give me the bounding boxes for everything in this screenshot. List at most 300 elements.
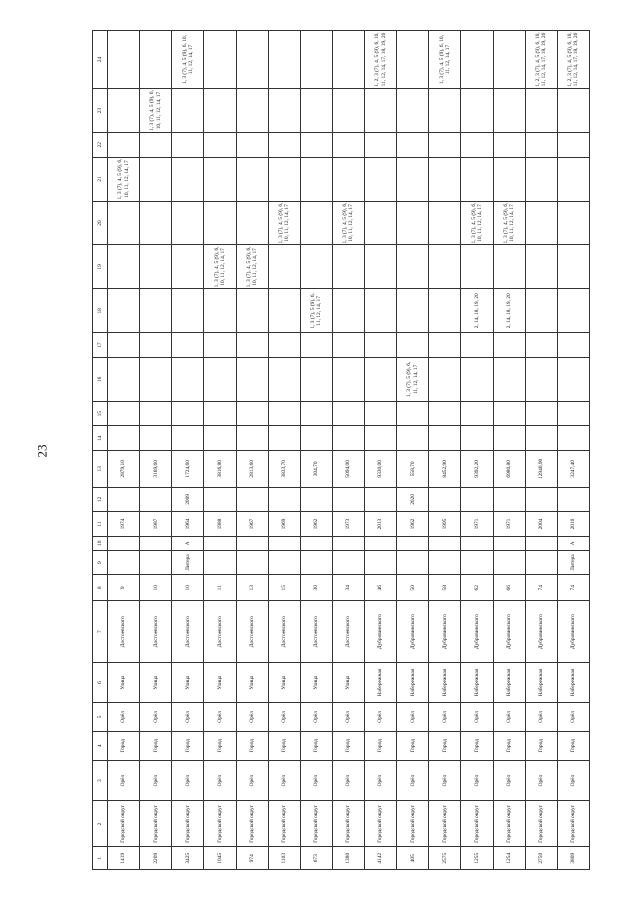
table-cell [429,289,461,333]
table-cell: 2009 [172,487,204,512]
table-cell [493,550,525,575]
table-row [268,31,300,870]
table-cell: Достоевского [140,601,172,663]
table-cell: Дубровинского [429,601,461,663]
table-cell [332,245,364,289]
table-cell [268,333,300,358]
table-cell [493,132,525,157]
table-cell: Городской округ [268,801,300,847]
column-header: 24 [93,31,108,89]
table-cell: Набережная [397,663,429,703]
table-row [140,31,172,870]
table-cell [204,550,236,575]
table-cell [461,401,493,426]
table-cell [557,245,589,289]
table-row [493,31,525,870]
table-cell [108,132,140,157]
table-cell: Дубровинского [493,601,525,663]
column-header: 22 [93,132,108,157]
table-cell: 1380 [332,847,364,870]
column-header: 9 [93,550,108,575]
table-cell: Орёл [204,760,236,801]
table-cell [365,550,397,575]
table-cell [140,201,172,245]
table-cell [525,245,557,289]
table-cell: 974 [236,847,268,870]
table-cell: 3169,60 [140,451,172,487]
table-cell: Орёл [461,702,493,731]
table-cell [108,89,140,133]
table-cell: Орёл [300,760,332,801]
table-cell: Орёл [429,702,461,731]
table-cell [461,89,493,133]
table-cell [332,289,364,333]
table-cell [268,426,300,451]
table-cell [332,487,364,512]
table-cell: 558,70 [397,451,429,487]
table-cell: 9392,20 [461,451,493,487]
table-cell [236,157,268,201]
table-cell: Орёл [397,760,429,801]
table-cell [236,89,268,133]
table-cell: Достоевского [268,601,300,663]
table-cell [140,132,172,157]
table-row [365,31,397,870]
table-cell: Орёл [461,760,493,801]
table-cell [429,550,461,575]
table-cell [300,132,332,157]
table-cell: 1, 3 (7), 4, 5 (9), 6, 10, 11, 12, 14, 17 [332,201,364,245]
table-cell [525,426,557,451]
table-cell: 1254 [493,847,525,870]
table-cell: Орёл [365,760,397,801]
table-cell: Орёл [172,702,204,731]
table-cell: 2010 [557,512,589,537]
table-cell [557,333,589,358]
table-cell: Орёл [365,702,397,731]
table-cell [493,401,525,426]
table-cell [172,201,204,245]
table-cell: 15 [268,575,300,601]
table-cell [236,333,268,358]
table-cell [332,426,364,451]
table-cell [300,536,332,550]
table-cell [236,550,268,575]
table-cell: 1, 3 (7), 4, 5 (9), 6, 10, 11, 12, 14, 17 [429,31,461,89]
table-cell: 1419 [108,847,140,870]
table-cell: Городской округ [108,801,140,847]
table-cell: 2, 14, 18, 19, 20 [493,289,525,333]
table-cell [493,245,525,289]
table-cell: Орёл [493,760,525,801]
table-cell: Город [397,731,429,760]
table-cell: Городской округ [204,801,236,847]
table-cell [365,289,397,333]
table-cell [108,333,140,358]
table-row [108,31,140,870]
table-cell [332,550,364,575]
column-header: 21 [93,157,108,201]
table-cell: Дубровинского [557,601,589,663]
table-cell [204,487,236,512]
table-cell [525,550,557,575]
table-cell [429,333,461,358]
table-cell: Орёл [268,702,300,731]
table-cell [525,157,557,201]
table-cell [172,245,204,289]
table-cell: Городской округ [557,801,589,847]
table-cell: 2813,60 [236,451,268,487]
table-cell: Орёл [429,760,461,801]
table-cell: 1971 [493,512,525,537]
table-cell [140,487,172,512]
table-cell: 2020 [397,487,429,512]
table-cell [204,201,236,245]
table-cell [461,245,493,289]
table-cell: 3833,70 [268,451,300,487]
table-cell: 9330,00 [365,451,397,487]
table-cell [300,357,332,401]
table-cell [108,289,140,333]
table-cell [557,487,589,512]
table-cell: Орёл [332,760,364,801]
table-cell: Орёл [525,760,557,801]
column-header: 8 [93,575,108,601]
table-cell [525,89,557,133]
table-cell [557,157,589,201]
table-cell: 10 [172,575,204,601]
table-cell: 304,70 [300,451,332,487]
table-cell [332,31,364,89]
table-cell: 1255 [461,847,493,870]
table-cell: 1962 [300,512,332,537]
table-cell [172,157,204,201]
table-row [172,31,204,870]
table-cell: 1, 3 (7), 5 (9), 6, 11, 12, 14, 17 [397,357,429,401]
table-cell: 1, 2, 3 (7), 4, 5 (9), 6, 10, 11, 12, 14, 17, 18, 19, 20 [557,31,589,89]
table-cell [204,357,236,401]
table-cell: Орёл [332,702,364,731]
table-cell [461,550,493,575]
table-cell [268,536,300,550]
table-cell [108,31,140,89]
table-cell: Городской округ [429,801,461,847]
table-cell: 5094,00 [332,451,364,487]
table-cell: Набережная [461,663,493,703]
table-cell: Городской округ [397,801,429,847]
table-cell: Городской округ [300,801,332,847]
table-cell: Городской округ [172,801,204,847]
column-header: 5 [93,702,108,731]
table-cell [429,487,461,512]
table-cell [397,201,429,245]
table-cell [300,550,332,575]
table-cell [236,536,268,550]
table-cell: 66 [493,575,525,601]
table-cell: Орёл [557,760,589,801]
table-cell: 1, 3 (7), 4, 5 (9), 6, 10, 11, 12, 14, 17 [461,201,493,245]
table-cell [493,157,525,201]
table-cell [236,132,268,157]
table-cell [268,357,300,401]
table-cell [204,89,236,133]
table-cell [429,426,461,451]
table-cell: 1973 [332,512,364,537]
table-cell [557,89,589,133]
table-cell [268,289,300,333]
column-header: 17 [93,333,108,358]
table-cell: 2013 [365,512,397,537]
table-cell [236,289,268,333]
table-cell [493,536,525,550]
table-cell: Улица [300,663,332,703]
table-cell: 50 [397,575,429,601]
table-cell: А [557,536,589,550]
table-cell [397,89,429,133]
table-cell: Достоевского [204,601,236,663]
table-cell [204,426,236,451]
table-cell: 1974 [108,512,140,537]
table-cell [365,245,397,289]
table-cell [397,31,429,89]
table-cell: 3425 [172,847,204,870]
table-cell: Орёл [140,702,172,731]
table-cell: Город [108,731,140,760]
table-cell [332,357,364,401]
table-cell [461,536,493,550]
table-cell [429,245,461,289]
table-cell [557,401,589,426]
table-cell [461,426,493,451]
table-cell: 405 [397,847,429,870]
table-cell [268,487,300,512]
table-cell [300,89,332,133]
table-cell: Город [236,731,268,760]
column-header: 16 [93,357,108,401]
table-cell: Орёл [108,760,140,801]
table-cell [204,289,236,333]
table-cell: 11 [204,575,236,601]
table-cell: 2879,10 [108,451,140,487]
table-cell: 1995 [429,512,461,537]
table-cell [397,536,429,550]
table-cell [268,245,300,289]
rotated-table-wrapper [92,30,590,870]
table-cell: 46 [365,575,397,601]
table-cell: 1987 [140,512,172,537]
table-cell: Дубровинского [525,601,557,663]
table-cell: Город [557,731,589,760]
table-cell: 1, 3 (7), 4, 5 (9), 6, 10, 11, 12, 14, 17 [172,31,204,89]
column-header: 6 [93,663,108,703]
table-cell [332,132,364,157]
table-cell [236,31,268,89]
table-cell: 1, 3 (7), 4, 5 (9), 6, 10, 11, 12, 14, 17 [108,157,140,201]
table-cell [300,157,332,201]
table-cell [493,89,525,133]
table-cell [108,357,140,401]
table-cell [108,550,140,575]
table-cell [108,487,140,512]
table-cell [172,333,204,358]
table-cell: Городской округ [236,801,268,847]
table-cell: 1, 2, 3 (7), 4, 5 (9), 6, 10, 11, 12, 14, 17, 18, 19, 20 [365,31,397,89]
table-cell: Литера [557,550,589,575]
table-cell: Город [461,731,493,760]
table-cell: 1962 [397,512,429,537]
table-cell: Дубровинского [461,601,493,663]
table-cell [557,426,589,451]
table-cell [429,157,461,201]
table-cell [268,89,300,133]
table-cell [397,401,429,426]
table-cell [108,426,140,451]
table-cell [332,89,364,133]
column-header: 14 [93,426,108,451]
table-cell [429,132,461,157]
table-cell [365,201,397,245]
table-cell: 8452,90 [429,451,461,487]
table-cell [140,401,172,426]
housing-register-table [92,30,590,870]
table-cell [204,401,236,426]
table-cell: 34 [332,575,364,601]
table-cell [365,89,397,133]
column-header: 18 [93,289,108,333]
table-cell: Городской округ [332,801,364,847]
table-cell [461,157,493,201]
table-cell: Набережная [429,663,461,703]
table-cell [365,487,397,512]
column-header: 20 [93,201,108,245]
table-cell [268,132,300,157]
table-cell: 1, 3 (7), 4, 5 (9), 6, 10, 11, 12, 14, 17 [493,201,525,245]
table-cell: Орёл [397,702,429,731]
table-row [429,31,461,870]
column-header: 15 [93,401,108,426]
table-cell: Городской округ [365,801,397,847]
table-row [525,31,557,870]
table-cell [429,201,461,245]
table-cell: 12940,90 [525,451,557,487]
table-row [332,31,364,870]
table-cell: 2209 [140,847,172,870]
table-cell: Орёл [140,760,172,801]
table-cell [268,157,300,201]
table-cell: Городской округ [525,801,557,847]
table-cell: Достоевского [332,601,364,663]
table-cell: Улица [236,663,268,703]
table-cell: 58 [429,575,461,601]
table-cell [557,201,589,245]
table-cell: Город [493,731,525,760]
table-cell [397,157,429,201]
table-cell [429,401,461,426]
table-row [236,31,268,870]
column-header: 23 [93,89,108,133]
table-cell [429,357,461,401]
table-cell [172,89,204,133]
table-cell [493,357,525,401]
table-cell: Улица [140,663,172,703]
table-cell: 1, 3 (7), 5 (9), 6, 11, 12, 14, 17 [300,289,332,333]
table-cell: 1, 3 (7), 4, 5 (9), 6, 10, 11, 12, 14, 17 [236,245,268,289]
table-cell: 1, 3 (7), 4, 5 (9), 6, 10, 11, 12, 14, 17 [204,245,236,289]
table-cell: 1964 [172,512,204,537]
table-cell: Город [268,731,300,760]
table-row [204,31,236,870]
table-cell [365,157,397,201]
table-cell [332,536,364,550]
table-cell [557,289,589,333]
table-cell [140,31,172,89]
table-cell: Набережная [525,663,557,703]
table-cell: 3816,80 [204,451,236,487]
table-cell: 2575 [429,847,461,870]
table-cell: 1988 [204,512,236,537]
table-cell [557,132,589,157]
column-header: 13 [93,451,108,487]
table-cell: 74 [557,575,589,601]
table-cell [268,31,300,89]
table-cell [300,245,332,289]
table-cell: Набережная [557,663,589,703]
table-cell [236,426,268,451]
table-cell: 2750 [525,847,557,870]
table-cell [493,426,525,451]
table-cell: Орёл [108,702,140,731]
table-cell: Город [204,731,236,760]
table-cell [300,487,332,512]
table-cell [493,31,525,89]
table-row [300,31,332,870]
table-cell [397,245,429,289]
table-cell [300,31,332,89]
table-cell [204,31,236,89]
table-cell [365,333,397,358]
table-cell: Орёл [268,760,300,801]
table-cell [172,357,204,401]
table-cell: Город [429,731,461,760]
column-header: 7 [93,601,108,663]
table-cell: Дубровинского [365,601,397,663]
column-header: 3 [93,760,108,801]
table-cell [236,487,268,512]
table-cell [172,401,204,426]
table-cell [204,333,236,358]
table-cell: Орёл [525,702,557,731]
table-body [108,31,590,870]
table-cell [108,536,140,550]
table-cell [365,426,397,451]
table-cell [300,201,332,245]
table-cell [236,357,268,401]
table-cell: Достоевского [108,601,140,663]
table-cell [108,401,140,426]
table-cell: Орёл [493,702,525,731]
table-cell: Орёл [236,702,268,731]
table-cell: 1045 [204,847,236,870]
table-cell: 1103 [268,847,300,870]
table-cell [172,289,204,333]
table-cell [236,401,268,426]
table-cell: Улица [172,663,204,703]
table-cell [172,132,204,157]
table-cell: Орёл [204,702,236,731]
table-row [461,31,493,870]
table-cell [397,333,429,358]
table-cell [140,357,172,401]
